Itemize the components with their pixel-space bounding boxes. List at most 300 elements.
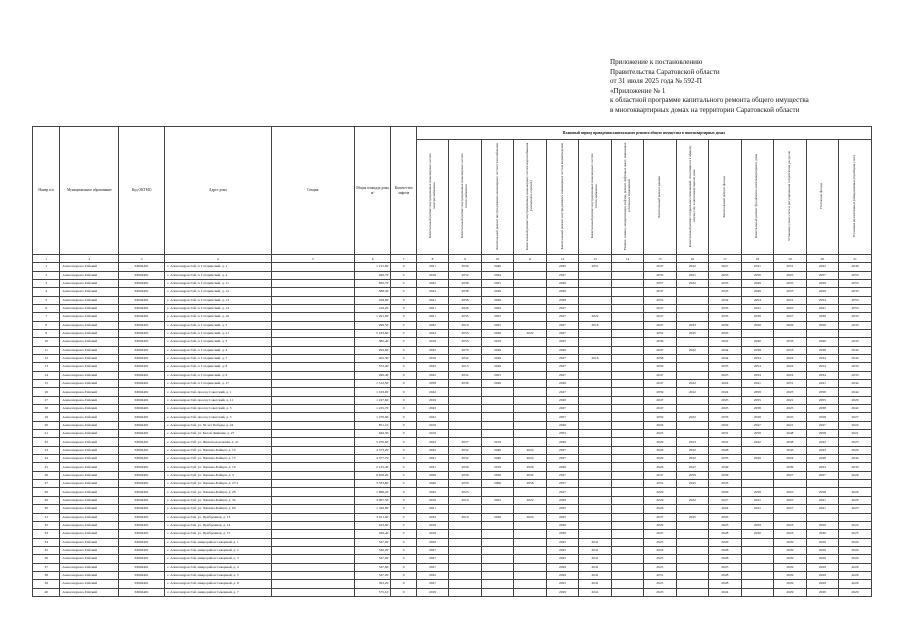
table-cell: 2053 — [449, 329, 481, 337]
table-cell: 2038 — [741, 346, 773, 354]
table-cell: с. Александров Гай, п. Гагаринский, д. 3 — [164, 338, 271, 346]
table-cell — [611, 538, 643, 546]
table-cell: 2038 — [806, 405, 838, 413]
table-cell — [271, 271, 354, 279]
table-cell — [579, 430, 611, 438]
table-cell: 2024 — [416, 438, 448, 446]
table-cell: 2049 — [741, 288, 773, 296]
table-cell — [774, 480, 806, 488]
table-cell: с. Александров Гай, п. Гагаринский, д. 8 — [164, 363, 271, 371]
table-cell: Александрово-Гайский — [60, 421, 119, 429]
table-cell: 2053 — [774, 288, 806, 296]
table-cell: 36 — [33, 555, 60, 563]
table-cell: 13 — [33, 363, 60, 371]
table-cell: 423,90 — [354, 521, 391, 529]
table-cell: 0 — [391, 321, 416, 329]
table-cell: 63604401 — [119, 563, 165, 571]
table-cell: 0 — [391, 413, 416, 421]
table-cell: 1 247,60 — [354, 396, 391, 404]
column-number: 21 — [839, 255, 872, 263]
table-cell: 2054 — [741, 296, 773, 304]
table-cell: 2044 — [839, 388, 872, 396]
table-cell: 63604401 — [119, 455, 165, 463]
table-cell: 2026 — [449, 463, 481, 471]
table-cell — [579, 371, 611, 379]
table-cell: 2042 — [416, 388, 448, 396]
table-cell: 2029 — [839, 538, 872, 546]
table-cell: 63604401 — [119, 288, 165, 296]
table-cell: Александрово-Гайский — [60, 563, 119, 571]
table-cell — [514, 304, 546, 312]
table-cell: 2039 — [806, 313, 838, 321]
table-cell: Александрово-Гайский — [60, 313, 119, 321]
table-cell: 2035 — [709, 313, 741, 321]
table-cell: с. Александров Гай, п. Гагаринский, д. 12 — [164, 288, 271, 296]
table-cell: 0 — [391, 271, 416, 279]
table-cell: Александрово-Гайский — [60, 455, 119, 463]
table-cell — [449, 388, 481, 396]
table-cell: 2029 — [806, 546, 838, 554]
table-cell: 22 — [33, 438, 60, 446]
table-cell — [514, 271, 546, 279]
table-cell: 11 — [33, 346, 60, 354]
table-cell: Александрово-Гайский — [60, 471, 119, 479]
table-cell: 2026 — [514, 463, 546, 471]
table-cell: 2076 — [449, 346, 481, 354]
header-area: Общая площадь дома, м² — [354, 127, 391, 255]
table-row — [33, 546, 872, 554]
table-cell: 2025 — [774, 488, 806, 496]
table-cell: 5 183,60 — [354, 329, 391, 337]
table-cell: 2031 — [644, 571, 676, 579]
table-cell — [741, 538, 773, 546]
table-cell — [271, 380, 354, 388]
table-cell: 2038 — [774, 438, 806, 446]
table-cell — [579, 363, 611, 371]
table-cell: 9 — [33, 329, 60, 337]
table-cell — [676, 555, 708, 563]
table-cell: 2025 — [774, 271, 806, 279]
header-lifts: Количество лифтов — [391, 127, 416, 255]
table-cell — [449, 396, 481, 404]
table-cell: 2025 — [546, 546, 578, 554]
table-cell: 2031 — [416, 463, 448, 471]
table-cell: 2026 — [644, 505, 676, 513]
table-cell: с. Александров Гай, п. Гагаринский, д. 14 — [164, 304, 271, 312]
table-cell: Александрово-Гайский — [60, 380, 119, 388]
table-cell — [676, 296, 708, 304]
table-cell: 2047 — [806, 421, 838, 429]
table-cell: 2041 — [741, 380, 773, 388]
table-cell: 2056 — [481, 471, 513, 479]
table-cell: 2027 — [546, 471, 578, 479]
table-cell: 2026 — [806, 321, 838, 329]
table-cell: 2054 — [806, 296, 838, 304]
table-cell — [839, 329, 872, 337]
table-cell — [579, 329, 611, 337]
table-row — [33, 313, 872, 321]
table-cell: 2047 — [644, 288, 676, 296]
table-cell: с. Александров Гай, ул. Чапаева-Бойцов, д. 10 — [164, 446, 271, 454]
table-cell: с. Александров Гай, ул. Железнодорожная, д. 21 — [164, 438, 271, 446]
table-cell: 2029 — [644, 496, 676, 504]
table-cell: 2049 — [806, 288, 838, 296]
table-cell: с. Александров Гай, ул. Чапаева-Бойцов, д. 34 — [164, 496, 271, 504]
table-cell: 63604401 — [119, 380, 165, 388]
table-cell: 0 — [391, 338, 416, 346]
table-cell: 2029 — [774, 588, 806, 596]
table-cell: 2029 — [806, 555, 838, 563]
table-cell: 0 — [391, 513, 416, 521]
table-cell — [579, 279, 611, 287]
table-cell — [741, 546, 773, 554]
table-cell: 2045 — [416, 346, 448, 354]
table-cell — [579, 446, 611, 454]
table-cell — [741, 555, 773, 563]
table-cell: 2049 — [481, 346, 513, 354]
table-cell: 0 — [391, 446, 416, 454]
table-cell — [514, 396, 546, 404]
table-cell: 2027 — [546, 354, 578, 362]
table-cell: 2025 — [546, 580, 578, 588]
table-cell — [611, 455, 643, 463]
table-cell: 2028 — [806, 413, 838, 421]
table-cell — [611, 380, 643, 388]
table-row — [33, 288, 872, 296]
table-cell: 0 — [391, 438, 416, 446]
table-cell: 0 — [391, 555, 416, 563]
table-cell: 26 — [33, 471, 60, 479]
table-cell: 2026 — [481, 513, 513, 521]
table-cell: 2021 — [416, 313, 448, 321]
table-cell: 2039 — [644, 338, 676, 346]
table-cell — [271, 279, 354, 287]
table-cell: 2026 — [644, 446, 676, 454]
table-cell: 2050 — [741, 271, 773, 279]
table-cell: 2019 — [416, 530, 448, 538]
table-cell — [676, 354, 708, 362]
table-cell: 2016 — [579, 321, 611, 329]
table-cell — [741, 463, 773, 471]
table-cell: 2019 — [416, 588, 448, 596]
table-cell: 2041 — [741, 263, 773, 271]
table-cell: 2023 — [709, 521, 741, 529]
table-cell: 2045 — [709, 480, 741, 488]
table-cell: 2058 — [741, 430, 773, 438]
table-cell: Александрово-Гайский — [60, 480, 119, 488]
table-cell: 28 — [33, 488, 60, 496]
table-cell — [271, 530, 354, 538]
table-cell: 2027 — [709, 263, 741, 271]
table-cell: 2047 — [644, 380, 676, 388]
table-cell: 6 — [33, 304, 60, 312]
table-cell — [611, 438, 643, 446]
table-cell: 2033 — [709, 413, 741, 421]
table-cell: 2047 — [644, 471, 676, 479]
header-line: к областной программе капитального ремонта общего имущества — [610, 96, 809, 105]
table-cell: Александрово-Гайский — [60, 271, 119, 279]
table-cell: с. Александров Гай, ул. Прибрежная, д. 13 — [164, 513, 271, 521]
header-work-type-label: Капитальный ремонт фасада — [721, 175, 726, 218]
table-cell — [579, 346, 611, 354]
table-cell: 4 — [33, 288, 60, 296]
table-cell — [449, 421, 481, 429]
table-cell: 2041 — [579, 546, 611, 554]
table-cell: 2038 — [741, 405, 773, 413]
table-row — [33, 421, 872, 429]
table-cell: 2041 — [741, 304, 773, 312]
table-cell: 2027 — [416, 580, 448, 588]
table-cell: 0 — [391, 354, 416, 362]
table-cell: 2025 — [481, 279, 513, 287]
table-cell: 2022 — [416, 363, 448, 371]
table-cell: 2026 — [839, 471, 872, 479]
header-municipality: Муниципальное образование — [60, 127, 119, 255]
table-cell: 0 — [391, 480, 416, 488]
table-cell: 2022 — [709, 438, 741, 446]
table-cell: 2026 — [546, 380, 578, 388]
table-cell: 2053 — [709, 271, 741, 279]
table-cell: 2027 — [546, 488, 578, 496]
table-cell: 2044 — [839, 346, 872, 354]
table-cell — [514, 538, 546, 546]
table-row — [33, 555, 872, 563]
table-cell: 2022 — [579, 313, 611, 321]
table-cell: 5 — [33, 296, 60, 304]
table-cell: 2052 — [644, 329, 676, 337]
table-cell: 2047 — [644, 313, 676, 321]
table-cell: с. Александров Гай, ул. Чапаева-Бойцов, д. 69 — [164, 505, 271, 513]
table-cell — [611, 288, 643, 296]
table-cell: 2032 — [514, 471, 546, 479]
table-cell — [579, 388, 611, 396]
table-cell: 2047 — [644, 346, 676, 354]
table-cell: 2044 — [839, 455, 872, 463]
header-work-type — [676, 140, 708, 255]
table-cell: 2035 — [709, 279, 741, 287]
table-cell: 2022 — [839, 421, 872, 429]
table-cell — [449, 571, 481, 579]
table-cell: 1 163,00 — [354, 388, 391, 396]
table-cell — [514, 413, 546, 421]
table-row — [33, 271, 872, 279]
table-cell: Александрово-Гайский — [60, 279, 119, 287]
table-cell: 2049 — [806, 279, 838, 287]
table-cell: 6 658,20 — [354, 471, 391, 479]
table-cell: 1 328,80 — [354, 505, 391, 513]
table-cell: 63604401 — [119, 329, 165, 337]
table-cell — [514, 263, 546, 271]
table-cell: Александрово-Гайский — [60, 413, 119, 421]
table-cell: с. Александров Гай, п. Гагаринский, д. 17 — [164, 380, 271, 388]
table-cell: с. Александров Гай, п. Гагаринский, д. 2 — [164, 271, 271, 279]
table-cell: 2027 — [416, 563, 448, 571]
table-cell — [579, 396, 611, 404]
table-cell: 2055 — [806, 396, 838, 404]
table-cell: 2025 — [774, 304, 806, 312]
table-cell — [514, 488, 546, 496]
header-work-type — [741, 140, 773, 255]
table-cell: 2027 — [774, 505, 806, 513]
table-cell — [514, 338, 546, 346]
table-cell: 2027 — [546, 405, 578, 413]
header-line: в многоквартирных домах на территории Саратовской области — [610, 105, 800, 114]
table-cell: 4 377,70 — [354, 455, 391, 463]
table-cell — [741, 563, 773, 571]
table-cell: 2040 — [806, 338, 838, 346]
table-cell: 2024 — [709, 388, 741, 396]
table-cell — [271, 580, 354, 588]
table-cell: 2023 — [449, 488, 481, 496]
table-cell: 63604401 — [119, 521, 165, 529]
table-cell — [514, 580, 546, 588]
table-cell: 2051 — [774, 263, 806, 271]
table-cell: 37 — [33, 563, 60, 571]
header-work-type — [839, 140, 872, 255]
table-cell: 458,90 — [354, 296, 391, 304]
table-cell — [611, 371, 643, 379]
table-cell: с. Александров Гай, ул. Чапаева-Бойцов, д. 16 — [164, 463, 271, 471]
column-number: 13 — [579, 255, 611, 263]
table-cell — [481, 396, 513, 404]
table-cell — [481, 505, 513, 513]
table-cell: 10 — [33, 338, 60, 346]
table-cell — [271, 438, 354, 446]
table-cell: 2019 — [416, 430, 448, 438]
column-number: 19 — [774, 255, 806, 263]
table-cell — [676, 505, 708, 513]
table-cell — [514, 588, 546, 596]
table-cell — [676, 405, 708, 413]
table-cell: 2042 — [806, 438, 838, 446]
table-cell: 2041 — [416, 455, 448, 463]
table-cell — [611, 580, 643, 588]
table-row — [33, 430, 872, 438]
column-number: 20 — [806, 255, 838, 263]
table-cell: 2029 — [416, 538, 448, 546]
table-cell: 290,40 — [354, 371, 391, 379]
table-cell: 2041 — [579, 538, 611, 546]
table-cell: 2022 — [416, 321, 448, 329]
table-cell — [611, 346, 643, 354]
table-cell: с. Александров Гай, п. Гагаринский, д. 9 — [164, 371, 271, 379]
table-cell: 2049 — [481, 296, 513, 304]
table-cell — [611, 363, 643, 371]
table-cell: 2043 — [806, 446, 838, 454]
table-cell — [514, 563, 546, 571]
table-cell: 2016 — [579, 354, 611, 362]
header-work-type — [579, 140, 611, 255]
table-cell: 2029 — [806, 580, 838, 588]
table-cell — [271, 388, 354, 396]
table-cell: 2053 — [839, 296, 872, 304]
table-cell: 2047 — [644, 304, 676, 312]
table-cell: 2025 — [546, 538, 578, 546]
table-row — [33, 396, 872, 404]
table-cell: с. Александров Гай, ул. Прибрежная, д. 15 — [164, 530, 271, 538]
table-cell: 2026 — [546, 463, 578, 471]
table-cell: 2025 — [774, 496, 806, 504]
table-cell — [676, 588, 708, 596]
table-cell: 2022 — [676, 279, 708, 287]
table-cell: 2044 — [709, 346, 741, 354]
table-cell — [514, 438, 546, 446]
table-cell: 1 215,90 — [354, 263, 391, 271]
table-cell: 2045 — [709, 513, 741, 521]
table-cell: 2029 — [546, 563, 578, 571]
table-cell: 2027 — [546, 304, 578, 312]
table-cell: 2033 — [839, 288, 872, 296]
table-cell: 2041 — [416, 296, 448, 304]
table-cell: 2021 — [416, 304, 448, 312]
table-cell: 2029 — [774, 563, 806, 571]
table-cell — [514, 296, 546, 304]
table-cell — [611, 338, 643, 346]
table-cell — [271, 296, 354, 304]
table-cell: 2019 — [416, 338, 448, 346]
table-cell: 2023 — [774, 521, 806, 529]
table-body — [33, 255, 872, 597]
table-cell — [611, 413, 643, 421]
table-cell: 2023 — [839, 438, 872, 446]
table-cell — [676, 371, 708, 379]
table-cell: 0 — [391, 380, 416, 388]
table-cell: 2022 — [709, 421, 741, 429]
table-cell: 2033 — [839, 313, 872, 321]
table-cell — [481, 571, 513, 579]
table-cell: 63604401 — [119, 421, 165, 429]
table-cell — [579, 496, 611, 504]
table-cell — [611, 321, 643, 329]
table-row — [33, 304, 872, 312]
table-cell — [611, 546, 643, 554]
table-cell: 405,30 — [354, 354, 391, 362]
table-cell: 2025 — [546, 555, 578, 563]
table-cell — [741, 480, 773, 488]
header-line: от 31 июля 2025 года № 592-П — [610, 77, 702, 86]
table-cell: 2026 — [416, 471, 448, 479]
column-number: 15 — [644, 255, 676, 263]
table-cell: 2027 — [546, 388, 578, 396]
table-cell: с. Александров Гай, микрорайон Северный, д. 5 — [164, 571, 271, 579]
table-row — [33, 388, 872, 396]
table-cell: 63604401 — [119, 313, 165, 321]
table-cell: 2025 — [644, 580, 676, 588]
table-cell: с. Александров Гай, микрорайон Северный, д. 1 — [164, 538, 271, 546]
table-cell: 2021 — [416, 263, 448, 271]
table-cell: 24 — [33, 455, 60, 463]
table-cell: 2026 — [546, 279, 578, 287]
table-cell: 0 — [391, 263, 416, 271]
header-work-type-label: Установка узлов учета и регулирования потребления ресурсов — [786, 151, 791, 242]
table-cell: 2025 — [644, 563, 676, 571]
table-cell: 0 — [391, 538, 416, 546]
table-cell: 2041 — [579, 563, 611, 571]
table-cell: 63604401 — [119, 346, 165, 354]
table-cell: 2029 — [806, 563, 838, 571]
table-cell: Александрово-Гайский — [60, 488, 119, 496]
table-cell: 2026 — [546, 346, 578, 354]
table-cell: 3 011,00 — [354, 513, 391, 521]
table-cell: 2022 — [676, 446, 708, 454]
table-cell: 63604401 — [119, 321, 165, 329]
table-cell: 2059 — [676, 471, 708, 479]
table-cell: с. Александров Гай, ул. Чапаева-Бойцов, д. 27/1 — [164, 480, 271, 488]
table-cell — [449, 538, 481, 546]
table-cell: 63604401 — [119, 413, 165, 421]
table-cell — [676, 538, 708, 546]
table-cell: Александрово-Гайский — [60, 430, 119, 438]
